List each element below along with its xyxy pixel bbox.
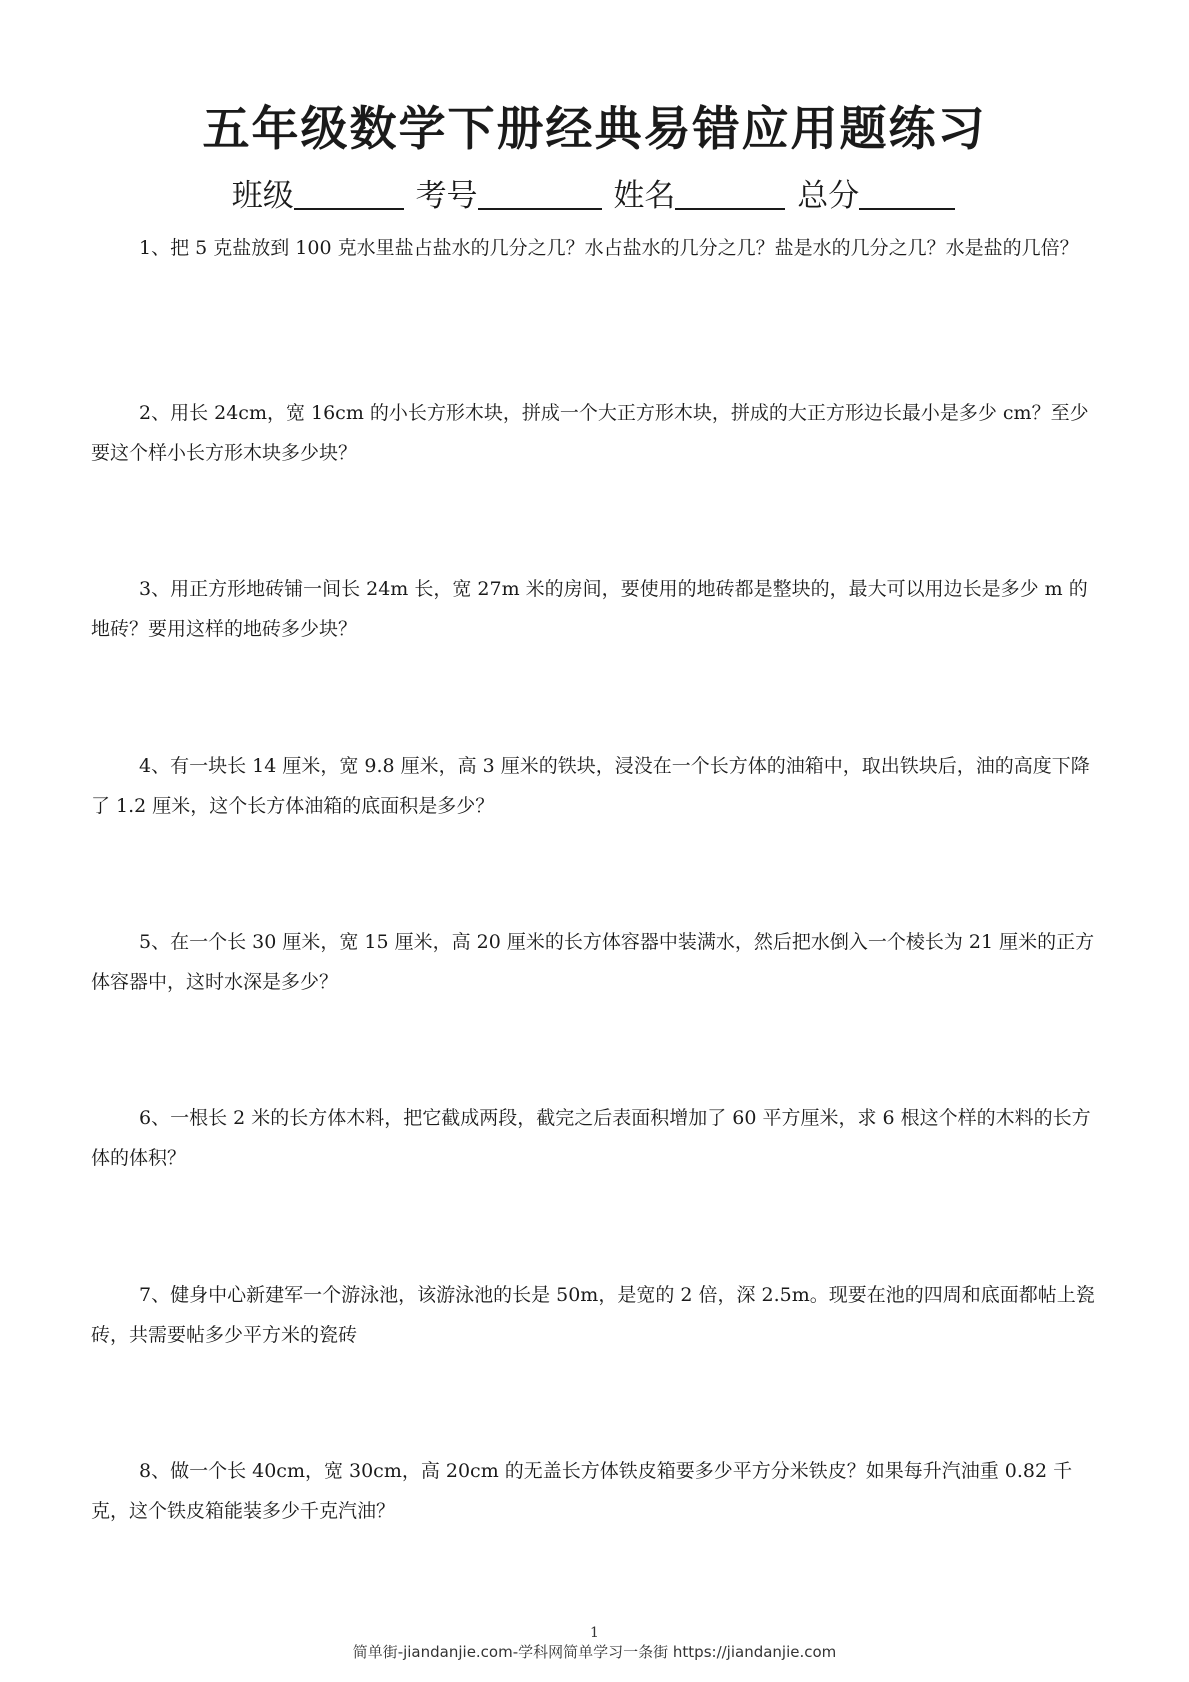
question-2: 2、用长 24cm，宽 16cm 的小长方形木块，拼成一个大正方形木块，拼成的大正方形边长最小是多少 cm？至少要这个样小长方形木块多少块？ bbox=[91, 402, 1089, 464]
question-4: 4、有一块长 14 厘米，宽 9.8 厘米，高 3 厘米的铁块，浸没在一个长方体的油箱中，取出铁块后，油的高度下降了 1.2 厘米，这个长方体油箱的底面积是多少？ bbox=[91, 755, 1090, 817]
page-title: 五年级数学下册经典易错应用题练习 bbox=[202, 102, 987, 157]
question-8: 8、做一个长 40cm，宽 30cm，高 20cm 的无盖长方体铁皮箱要多少平方分米铁皮？如果每升汽油重 0.82 千克，这个铁皮箱能装多少千克汽油？ bbox=[91, 1460, 1073, 1522]
number-label: 考号 bbox=[415, 178, 478, 214]
name-blank bbox=[675, 180, 785, 210]
student-info-line bbox=[0, 170, 1189, 215]
score-blank bbox=[859, 180, 955, 210]
class-label: 班级 bbox=[231, 178, 294, 214]
question-1: 1、把 5 克盐放到 100 克水里盐占盐水的几分之几？水占盐水的几分之几？盐是水的几分之几？水是盐的几倍？ bbox=[139, 237, 1079, 259]
class-blank bbox=[294, 180, 404, 210]
question-7: 7、健身中心新建军一个游泳池，该游泳池的长是 50m，是宽的 2 倍，深 2.5m。现要在池的四周和底面都帖上瓷砖，共需要帖多少平方米的瓷砖 bbox=[91, 1284, 1095, 1346]
name-label: 姓名 bbox=[613, 178, 676, 214]
footer-watermark: 简单街-jiandanjie.com-学科网简单学习一条街 https://jiandanjie.com bbox=[352, 1643, 837, 1661]
question-5: 5、在一个长 30 厘米，宽 15 厘米，高 20 厘米的长方体容器中装满水，然后把水倒入一个棱长为 21 厘米的正方体容器中，这时水深是多少？ bbox=[91, 931, 1095, 993]
number-blank bbox=[478, 180, 602, 210]
question-6: 6、一根长 2 米的长方体木料，把它截成两段，截完之后表面积增加了 60 平方厘米，求 6 根这个样的木料的长方体的体积？ bbox=[91, 1107, 1091, 1169]
score-label: 总分 bbox=[797, 178, 860, 214]
page-number: 1 bbox=[590, 1625, 599, 1641]
question-3: 3、用正方形地砖铺一间长 24m 长，宽 27m 米的房间，要使用的地砖都是整块的，最大可以用边长是多少 m 的地砖？要用这样的地砖多少块？ bbox=[91, 578, 1088, 640]
